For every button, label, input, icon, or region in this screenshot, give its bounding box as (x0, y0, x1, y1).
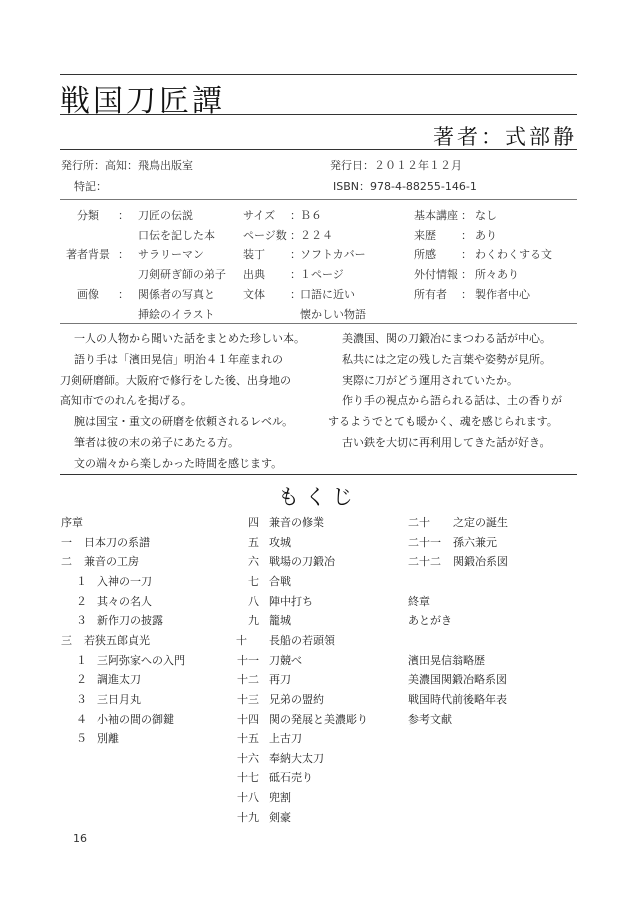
title-rule (60, 114, 577, 115)
toc-number: 十一 (237, 653, 259, 667)
toc-entry: 兼音の修業 (269, 516, 324, 529)
toc-number: ２ (76, 673, 87, 687)
toc-entry: 入神の一刀 (97, 574, 152, 588)
toc-entry: あとがき (408, 614, 452, 628)
spec-value: 懐かしい物語 (300, 307, 366, 321)
toc-entry: 別離 (97, 732, 119, 746)
toc-entry: 剣豪 (269, 810, 291, 824)
description-line: 語り手は「濱田晃信」明治４１年産まれの (74, 352, 283, 366)
publish-date: 発行日：２０１２年１２月 (330, 159, 462, 172)
toc-entry: 美濃国関鍛冶略系図 (408, 673, 507, 687)
spec-value: 所々あり (475, 268, 519, 282)
spec-label: サイズ (243, 209, 276, 222)
toc-number: 九 (248, 614, 259, 628)
spec-separator: ： (118, 209, 129, 222)
author-line: 著者：式部静 (433, 125, 577, 149)
book-title: 戦国刀匠譚 (60, 84, 225, 119)
spec-value: 刀剣研ぎ師の弟子 (138, 268, 226, 282)
spec-separator: ： (118, 287, 129, 301)
toc-entry: 濱田晃信翁略歴 (408, 653, 485, 667)
toc-entry: 三日月丸 (97, 692, 141, 706)
spec-value: 口語に近い (300, 287, 355, 301)
description-left (60, 329, 305, 475)
toc-number: ３ (76, 614, 87, 628)
toc-entry: 日本刀の系譜 (84, 535, 150, 549)
spec-label: 装丁 (243, 248, 265, 262)
page-number: 16 (73, 832, 87, 845)
description-line: 高知市でのれんを掲げる。 (60, 394, 192, 408)
toc-entry: 参考文献 (408, 712, 452, 726)
toc-entry: 三阿弥家への入門 (97, 653, 185, 667)
spec-label: 文体 (243, 287, 265, 301)
author-rule (60, 149, 577, 150)
spec-value: サラリーマン (138, 248, 204, 262)
toc-number: 十五 (237, 732, 259, 746)
toc-entry: 陣中打ち (269, 594, 313, 608)
spec-value: 刀匠の伝説 (138, 209, 193, 222)
toc-number: １ (76, 574, 87, 588)
publisher: 発行所：高知：飛鳥出版室 (61, 159, 193, 172)
toc-entry: 奉納大太刀 (269, 751, 324, 765)
top-rule (60, 74, 577, 75)
toc-number: 二 (61, 555, 72, 569)
spec-separator: ： (461, 248, 472, 262)
spec-label: 所有者 (414, 287, 447, 301)
spec-label: 画像 (77, 287, 99, 301)
spec-separator: ： (290, 287, 301, 301)
description-line: 私共には之定の残した言葉や姿勢が見所。 (342, 352, 551, 366)
spec-separator: ： (461, 268, 472, 282)
toc-number: 十八 (237, 791, 259, 805)
toc-number: 八 (248, 594, 259, 608)
toc-number: 四 (248, 516, 259, 529)
toc-entry: 合戦 (269, 574, 291, 588)
spec-label: 外付情報 (414, 268, 458, 282)
toc-entry: 新作刀の披露 (97, 614, 163, 628)
specs-rule (60, 323, 577, 324)
toc-entry: 兄弟の盟約 (269, 692, 324, 706)
description-line: 文の端々から楽しかった時間を感じます。 (74, 456, 283, 470)
toc-number: 五 (248, 535, 259, 549)
spec-label: 著者背景 (66, 248, 110, 262)
spec-value: ２２４ (300, 228, 333, 242)
toc-number: ４ (76, 712, 87, 726)
spec-value: あり (475, 228, 497, 242)
toc-entry: 攻城 (269, 535, 291, 549)
toc-number: 十四 (237, 712, 259, 726)
toc-entry: 上古刀 (269, 732, 302, 746)
spec-separator: ： (290, 228, 301, 242)
toc-number: 七 (248, 574, 259, 588)
toc-entry: 序章 (61, 516, 83, 529)
toc-entry: 長船の若頭領 (269, 633, 335, 647)
toc-heading: もくじ (278, 485, 359, 509)
spec-label: ページ数 (243, 228, 287, 242)
description-line: 腕は国宝・重文の研磨を依頼されるレベル。 (74, 415, 294, 429)
spec-separator: ： (461, 228, 472, 242)
spec-value: 口伝を記した本 (138, 228, 215, 242)
toc-entry: 再刀 (269, 673, 291, 687)
spec-label: 来歴 (414, 228, 436, 242)
description-line: 作り手の視点から語られる話は、土の香りが (342, 394, 562, 408)
description-line: 美濃国、関の刀鍛冶にまつわる話が中心。 (342, 332, 551, 345)
spec-value: 関係者の写真と (138, 287, 215, 301)
toc-entry: 関鍛冶系図 (453, 555, 508, 569)
toc-entry: 刀競べ (269, 653, 302, 667)
spec-separator: ： (290, 248, 301, 262)
spec-separator: ： (290, 209, 301, 222)
toc-number: 十七 (237, 771, 259, 785)
toc-number: ５ (76, 732, 87, 746)
toc-number: 一 (61, 535, 72, 549)
toc-entry: 若狭五郎貞光 (84, 633, 150, 647)
toc-number: 十九 (237, 810, 259, 824)
spec-separator: ： (290, 268, 301, 282)
toc-entry: 小袖の間の御鍵 (97, 712, 174, 726)
spec-value: なし (475, 209, 497, 222)
toc-number: 二十 (408, 516, 430, 529)
spec-value: １ページ (300, 268, 344, 282)
toc-number: ３ (76, 692, 87, 706)
toc-entry: 関の発展と美濃彫り (269, 712, 368, 726)
toc-number: １ (76, 653, 87, 667)
spec-separator: ： (461, 209, 472, 222)
toc-entry: 籠城 (269, 614, 291, 628)
spec-value: 挿絵のイラスト (138, 307, 215, 321)
toc-number: 二十一 (408, 535, 441, 549)
spec-separator: ： (118, 248, 129, 262)
toc-number: 十六 (237, 751, 259, 765)
description-right (328, 329, 562, 454)
toc-entry: 調進太刀 (97, 673, 141, 687)
spec-label: 出典 (243, 268, 265, 282)
spec-value: ソフトカバー (300, 248, 366, 262)
toc-number: 十二 (237, 673, 259, 687)
spec-label: 分類 (77, 209, 99, 222)
toc-entry: 戦場の刀鍛冶 (269, 555, 335, 569)
toc-entry: 兼音の工房 (84, 555, 139, 569)
toc-number: 二十二 (408, 555, 441, 569)
description-rule (60, 474, 577, 475)
spec-value: わくわくする文 (475, 248, 552, 262)
description-line: 古い鉄を大切に再利用してきた話が好き。 (342, 435, 551, 449)
toc-number: ２ (76, 594, 87, 608)
toc-entry: 孫六兼元 (453, 535, 497, 549)
toc-entry: 其々の名人 (97, 594, 152, 608)
description-line: 筆者は彼の末の弟子にあたる方。 (74, 435, 239, 449)
meta-rule (60, 199, 577, 200)
toc-entry: 兜割 (269, 791, 291, 805)
toc-entry: 之定の誕生 (453, 516, 508, 529)
toc-entry: 戦国時代前後略年表 (408, 692, 507, 706)
description-line: 刀剣研磨師。大阪府で修行をした後、出身地の (60, 373, 291, 387)
spec-label: 基本講座 (414, 209, 458, 222)
description-line: 実際に刀がどう運用されていたか。 (342, 373, 518, 387)
spec-value: 製作者中心 (475, 287, 530, 301)
toc-number: 十 (236, 633, 247, 647)
description-line: 一人の人物から聞いた話をまとめた珍しい本。 (74, 332, 305, 345)
toc-number: 六 (248, 555, 259, 569)
isbn: ISBN：978-4-88255-146-1 (333, 180, 477, 193)
toc-entry: 砥石売り (269, 771, 313, 785)
toc-number: 三 (61, 633, 72, 647)
toc-number: 十三 (237, 692, 259, 706)
description-line: するようでとても暖かく、魂を感じられます。 (328, 415, 558, 429)
spec-separator: ： (461, 287, 472, 301)
toc-entry: 終章 (408, 594, 430, 608)
spec-value: Ｂ６ (300, 209, 322, 222)
spec-label: 所感 (414, 248, 436, 262)
special-notes: 特記： (74, 180, 107, 193)
